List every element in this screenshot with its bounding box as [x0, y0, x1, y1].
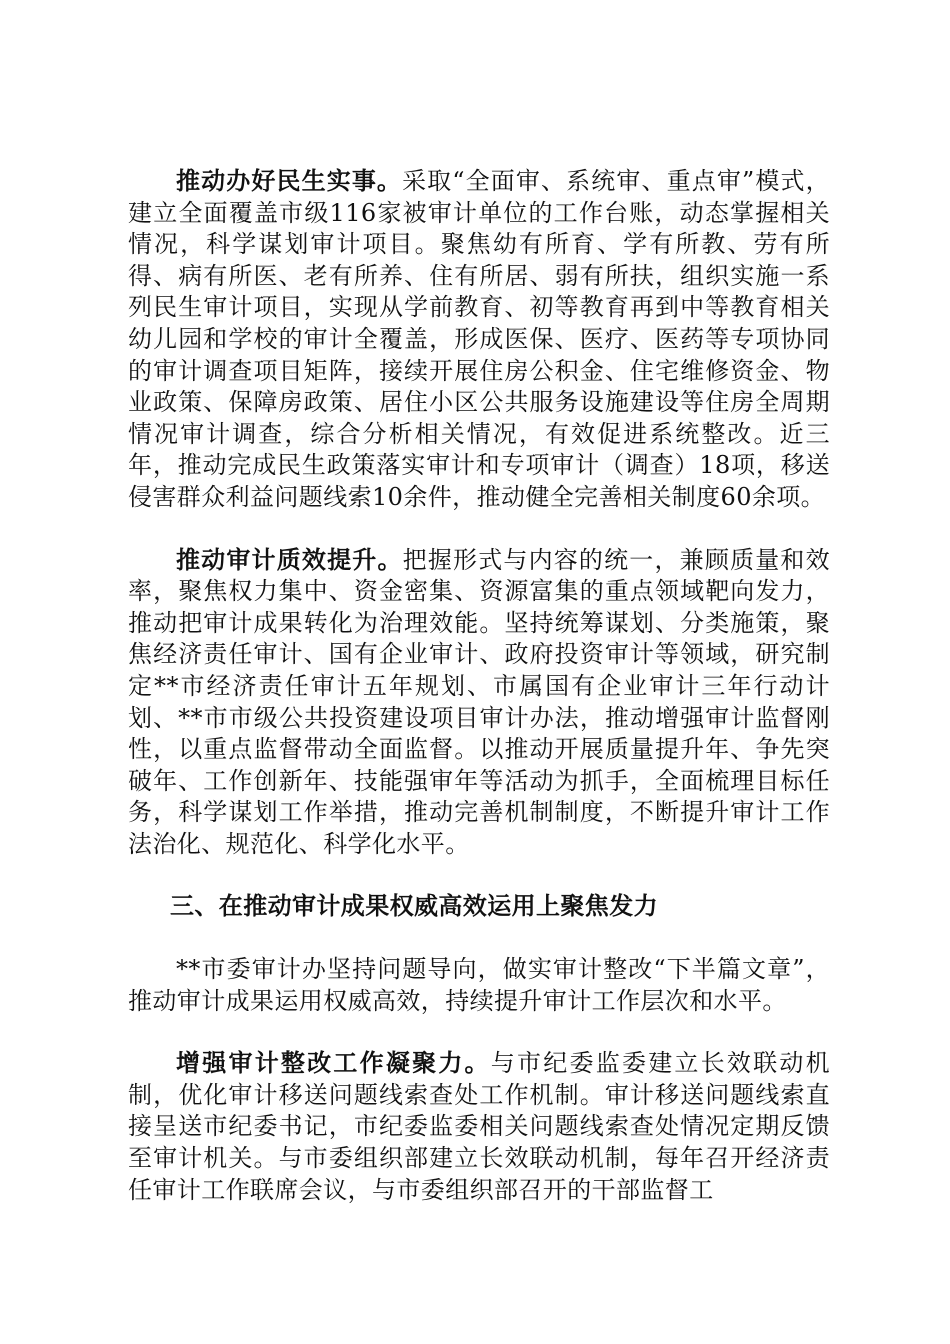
section-heading: 三、在推动审计成果权威高效运用上聚焦发力 — [170, 892, 658, 921]
paragraph-livelihood — [128, 166, 830, 514]
paragraph-rectification — [128, 1048, 830, 1206]
paragraph-text: 把握形式与内容的统一，兼顾质量和效率，聚焦权力集中、资金密集、资源富集的重点领域靶向发力，推动把审计成果转化为治理效能。坚持统筹谋划、分类施策，聚焦经济责任审计、国有企业审计、政府投资审计等领域，研究制定**市经济责任审计五年规划、市属国有企业审计三年行动计划、**市市级公共投资建设项目审计办法，推动增强审计监督刚性，以重点监督带动全面监督。以推动开展质量提升年、争先突破年、工作创新年、技能强审年等活动为抓手，全面梳理目标任务，科学谋划工作举措，推动完善机制制度，不断提升审计工作法治化、规范化、科学化水平。 — [128, 545, 830, 858]
paragraph-lead: 推动办好民生实事。 — [176, 167, 403, 195]
document-body — [128, 166, 830, 1237]
paragraph-text: 与市纪委监委建立长效联动机制，优化审计移送问题线索查处工作机制。审计移送问题线索直接呈送市纪委书记，市纪委监委相关问题线索查处情况定期反馈至审计机关。与市委组织部建立长效联动机制，每年召开经济责任审计工作联席会议，与市委组织部召开的干部监督工 — [128, 1049, 830, 1204]
paragraph-lead: 推动审计质效提升。 — [176, 545, 403, 574]
paragraph-lead: 增强审计整改工作凝聚力。 — [176, 1049, 491, 1078]
paragraph-intro: **市委审计办坚持问题导向，做实审计整改“下半篇文章”，推动审计成果运用权威高效，持续提升审计工作层次和水平。 — [128, 955, 830, 1015]
paragraph-text: 采取“全面审、系统审、重点审”模式，建立全面覆盖市级116家被审计单位的工作台账，动态掌握相关情况，科学谋划审计项目。聚焦幼有所育、学有所教、劳有所得、病有所医、老有所养、住有所居、弱有所扶，组织实施一系列民生审计项目，实现从学前教育、初等教育再到中等教育相关幼儿园和学校的审计全覆盖，形成医保、医疗、医药等专项协同的审计调查项目矩阵，接续开展住房公积金、住宅维修资金、物业政策、保障房政策、居住小区公共服务设施建设等住房全周期情况审计调查，综合分析相关情况，有效促进系统整改。近三年，推动完成民生政策落实审计和专项审计（调查）18项，移送侵害群众利益问题线索10余件，推动健全完善相关制度60余项。 — [128, 167, 830, 511]
paragraph-quality — [128, 545, 830, 861]
